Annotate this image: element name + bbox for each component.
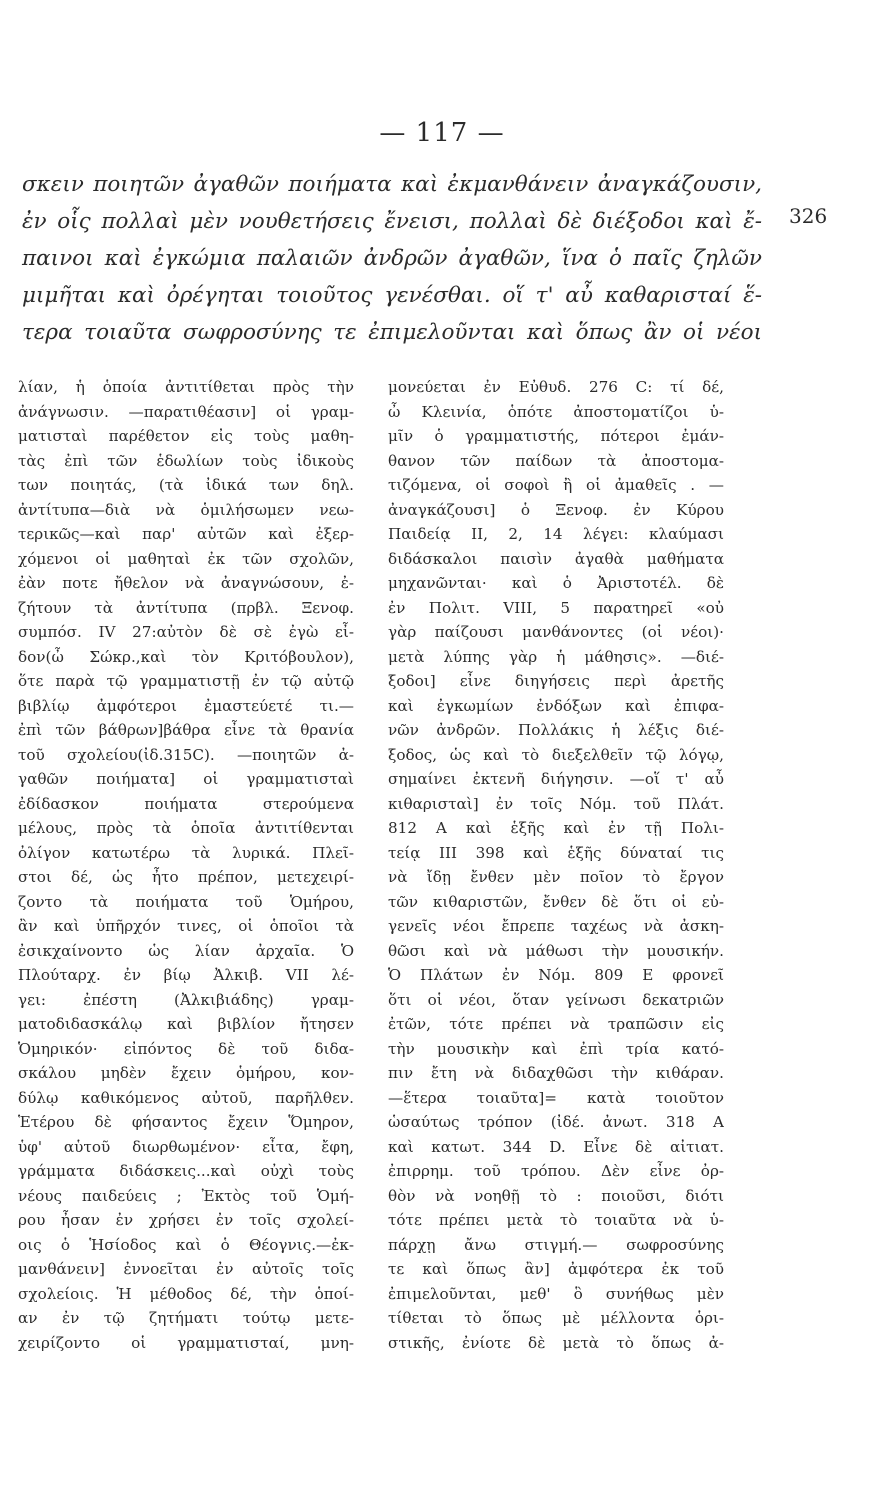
commentary-line: Παιδείᾳ II, 2, 14 λέγει: κλαύμασι [388,525,724,543]
commentary-line: λίαν, ἡ ὁποία ἀντιτίθεται πρὸς τὴν [18,378,354,396]
commentary-line: θὸν νὰ νοηθῇ τὸ : ποιοῦσι, διότι [388,1186,724,1205]
commentary-line: νὰ ἴδῃ ἔνθεν μὲν ποῖον τὸ ἔργον [388,868,724,886]
commentary-line: θῶσι καὶ νὰ μάθωσι τὴν μουσικήν. [388,941,724,960]
commentary-line: τότε πρέπει μετὰ τὸ τοιαῦτα νὰ ὑ- [388,1211,724,1229]
commentary-line: μονεύεται ἐν Εὐθυδ. 276 C: τί δέ, [388,378,724,396]
commentary-line: ἀντίτυπα—διὰ νὰ ὁμιλήσωμεν νεω- [18,500,354,519]
commentary-line: συμπόσ. IV 27:αὐτὸν δὲ σὲ ἐγὼ εἶ- [18,623,354,641]
commentary-line: τὰς ἐπὶ τῶν ἑδωλίων τοὺς ἰδικοὺς [18,451,354,470]
margin-page-number: 326 [789,204,828,228]
main-text-line: σκειν ποιητῶν ἀγαθῶν ποιήματα καὶ ἐκμανθάνειν ἀναγκάζουσιν, [22,172,762,197]
commentary-line: νῶν ἀνδρῶν. Πολλάκις ἡ λέξις διέ- [388,721,724,739]
commentary-line: σημαίνει ἐκτενῆ διήγησιν. —οἵ τ' αὖ [388,770,724,788]
main-text-line: ἐν οἷς πολλαὶ μὲν νουθετήσεις ἔνεισι, πολλαὶ δὲ διέξοδοι καὶ ἔ- [22,209,762,234]
main-text-line: τερα τοιαῦτα σωφροσύνης τε ἐπιμελοῦνται καὶ ὅπως ἂν οἱ νέοι [22,320,762,345]
commentary-line: δον(ὦ Σώκρ.,καὶ τὸν Κριτόβουλον), [18,647,354,666]
commentary-line: χόμενοι οἱ μαθηταὶ ἐκ τῶν σχολῶν, [18,549,354,568]
commentary-line: ἀναγκάζουσι] ὁ Ξενοφ. ἐν Κύρου [388,500,724,519]
commentary-line: μηχανῶνται· καὶ ὁ Ἀριστοτέλ. δὲ [388,574,724,592]
commentary-line: ἐὰν ποτε ἤθελον νὰ ἀναγνώσουν, ἐ- [18,574,354,592]
commentary-line: ἐπιμελοῦνται, μεθ' ὃ συνήθως μὲν [388,1284,724,1303]
commentary-line: ὅτε παρὰ τῷ γραμματιστῇ ἐν τῷ αὐτῷ [18,672,354,690]
commentary-line: ρου ἦσαν ἐν χρήσει ἐν τοῖς σχολεί- [18,1211,354,1229]
commentary-line: θανον τῶν παίδων τὰ ἀποστομα- [388,451,724,470]
commentary-right-column [388,375,724,1355]
commentary-line: στικῆς, ἐνίοτε δὲ μετὰ τὸ ὅπως ἀ- [388,1333,724,1352]
commentary-line: Ὁ Πλάτων ἐν Νόμ. 809 E φρονεῖ [388,966,724,984]
commentary-line: ἐν Πολιτ. VIII, 5 παρατηρεῖ «οὐ [388,598,724,617]
commentary-left-column [18,375,354,1355]
commentary-line: χειρίζοντο οἱ γραμματισταί, μνη- [18,1333,354,1352]
commentary-line: σχολείοις. Ἡ μέθοδος δέ, τὴν ὁποί- [18,1284,354,1303]
commentary-line: πιν ἔτη νὰ διδαχθῶσι τὴν κιθάραν. [388,1064,724,1082]
commentary-line: ματισταὶ παρέθετον εἰς τοὺς μαθη- [18,427,354,445]
commentary-line: Ὁμηρικόν· εἰπόντος δὲ τοῦ διδα- [18,1039,354,1058]
commentary-line: τε καὶ ὅπως ἂν] ἀμφότερα ἐκ τοῦ [388,1260,724,1278]
commentary-line: γράμματα διδάσκεις...καὶ οὐχὶ τοὺς [18,1162,354,1180]
main-text [22,166,762,351]
commentary-line: πάρχῃ ἄνω στιγμή.— σωφροσύνης [388,1235,724,1254]
commentary-line: μέλους, πρὸς τὰ ὁποῖα ἀντιτίθενται [18,819,354,837]
commentary-line: μανθάνειν] ἐννοεῖται ἐν αὐτοῖς τοῖς [18,1260,354,1278]
commentary-line: ὡσαύτως τρόπον (ἰδέ. ἀνωτ. 318 A [388,1113,724,1131]
commentary-line: των ποιητάς, (τὰ ἰδικά των δηλ. [18,476,354,494]
commentary-line: ματοδιδασκάλῳ καὶ βιβλίον ἤτησεν [18,1015,354,1033]
commentary-line: ἐσικχαίνοντο ὡς λίαν ἀρχαῖα. Ὁ [18,941,354,960]
commentary [18,375,724,1355]
commentary-line: —ἕτερα τοιαῦτα]= κατὰ τοιοῦτον [388,1088,724,1107]
commentary-line: τὴν μουσικὴν καὶ ἐπὶ τρία κατό- [388,1039,724,1058]
commentary-line: 812 A καὶ ἑξῆς καὶ ἐν τῇ Πολι- [388,819,724,837]
commentary-line: τῶν κιθαριστῶν, ἔνθεν δὲ ὅτι οἱ εὐ- [388,892,724,911]
commentary-line: γενεῖς νέοι ἔπρεπε ταχέως νὰ ἀσκη- [388,917,724,935]
commentary-line: τίθεται τὸ ὅπως μὲ μέλλοντα ὁρι- [388,1309,724,1327]
commentary-line: καὶ κατωτ. 344 D. Εἶνε δὲ αἰτιατ. [388,1137,724,1156]
commentary-line: τοῦ σχολείου(ἰδ.315C). —ποιητῶν ἀ- [18,745,354,764]
commentary-line: ἂν καὶ ὑπῆρχόν τινες, οἱ ὁποῖοι τὰ [18,917,354,935]
commentary-line: ὅτι οἱ νέοι, ὅταν γείνωσι δεκατριῶν [388,990,724,1009]
commentary-line: νέους παιδεύεις ; Ἐκτὸς τοῦ Ὁμή- [18,1186,354,1205]
commentary-line: σκάλου μηδὲν ἔχειν ὁμήρου, κον- [18,1064,354,1082]
commentary-line: ὦ Κλεινία, ὁπότε ἀποστοματίζοι ὑ- [388,402,724,421]
main-text-line: μιμῆται καὶ ὀρέγηται τοιοῦτος γενέσθαι. οἵ τ' αὖ καθαρισταί ἕ- [22,283,762,308]
commentary-line: ζήτουν τὰ ἀντίτυπα (πρβλ. Ξενοφ. [18,598,354,617]
commentary-line: ξοδοι] εἶνε διηγήσεις περὶ ἀρετῆς [388,672,724,690]
commentary-line: μῖν ὁ γραμματιστής, πότεροι ἐμάν- [388,427,724,445]
commentary-line: μετὰ λύπης γὰρ ἡ μάθησις». —διέ- [388,647,724,666]
commentary-line: κιθαρισταὶ] ἐν τοῖς Νόμ. τοῦ Πλάτ. [388,794,724,813]
commentary-line: ὑφ' αὑτοῦ διωρθωμένον· εἶτα, ἔφη, [18,1137,354,1156]
commentary-line: τείᾳ III 398 καὶ ἑξῆς δύναταί τις [388,843,724,862]
commentary-line: καὶ ἐγκωμίων ἐνδόξων καὶ ἐπιφα- [388,696,724,715]
commentary-line: αν ἐν τῷ ζητήματι τούτῳ μετε- [18,1309,354,1327]
commentary-line: ἀνάγνωσιν. —παρατιθέασιν] οἱ γραμ- [18,402,354,421]
commentary-line: βιβλίῳ ἀμφότεροι ἐμαστεύετέ τι.— [18,696,354,715]
commentary-line: Ἑτέρου δὲ φήσαντος ἔχειν Ὅμηρον, [18,1113,354,1131]
commentary-line: στοι δέ, ὡς ἦτο πρέπον, μετεχειρί- [18,868,354,886]
commentary-line: ζοντο τὰ ποιήματα τοῦ Ὁμήρου, [18,892,354,911]
commentary-line: δύλῳ καθικόμενος αὐτοῦ, παρῆλθεν. [18,1088,354,1107]
commentary-line: Πλούταρχ. ἐν βίῳ Ἀλκιβ. VII λέ- [18,966,354,984]
commentary-line: τιζόμενα, οἱ σοφοὶ ἢ οἱ ἀμαθεῖς . — [388,476,724,494]
commentary-line: ἐδίδασκον ποιήματα στερούμενα [18,794,354,813]
commentary-line: διδάσκαλοι παισὶν ἀγαθὰ μαθήματα [388,549,724,568]
commentary-line: γαθῶν ποιήματα] οἱ γραμματισταὶ [18,770,354,788]
commentary-line: γὰρ παίζουσι μανθάνοντες (οἱ νέοι)· [388,623,724,641]
commentary-line: ἐπὶ τῶν βάθρων]βάθρα εἶνε τὰ θρανία [18,721,354,739]
main-text-line: παινοι καὶ ἐγκώμια παλαιῶν ἀνδρῶν ἀγαθῶν, ἵνα ὁ παῖς ζηλῶν [22,246,762,271]
commentary-line: τερικῶς—καὶ παρ' αὐτῶν καὶ ἐξερ- [18,525,354,543]
commentary-line: οις ὁ Ἡσίοδος καὶ ὁ Θέογνις.—ἐκ- [18,1235,354,1254]
commentary-line: ἐτῶν, τότε πρέπει νὰ τραπῶσιν εἰς [388,1015,724,1033]
commentary-line: ὀλίγον κατωτέρω τὰ λυρικά. Πλεῖ- [18,843,354,862]
commentary-line: γει: ἐπέστη (Ἀλκιβιάδης) γραμ- [18,990,354,1009]
page-number: — 117 — [379,118,505,148]
commentary-line: ἐπιρρημ. τοῦ τρόπου. Δὲν εἶνε ὀρ- [388,1162,724,1180]
commentary-line: ξοδος, ὡς καὶ τὸ διεξελθεῖν τῷ λόγῳ, [388,745,724,764]
